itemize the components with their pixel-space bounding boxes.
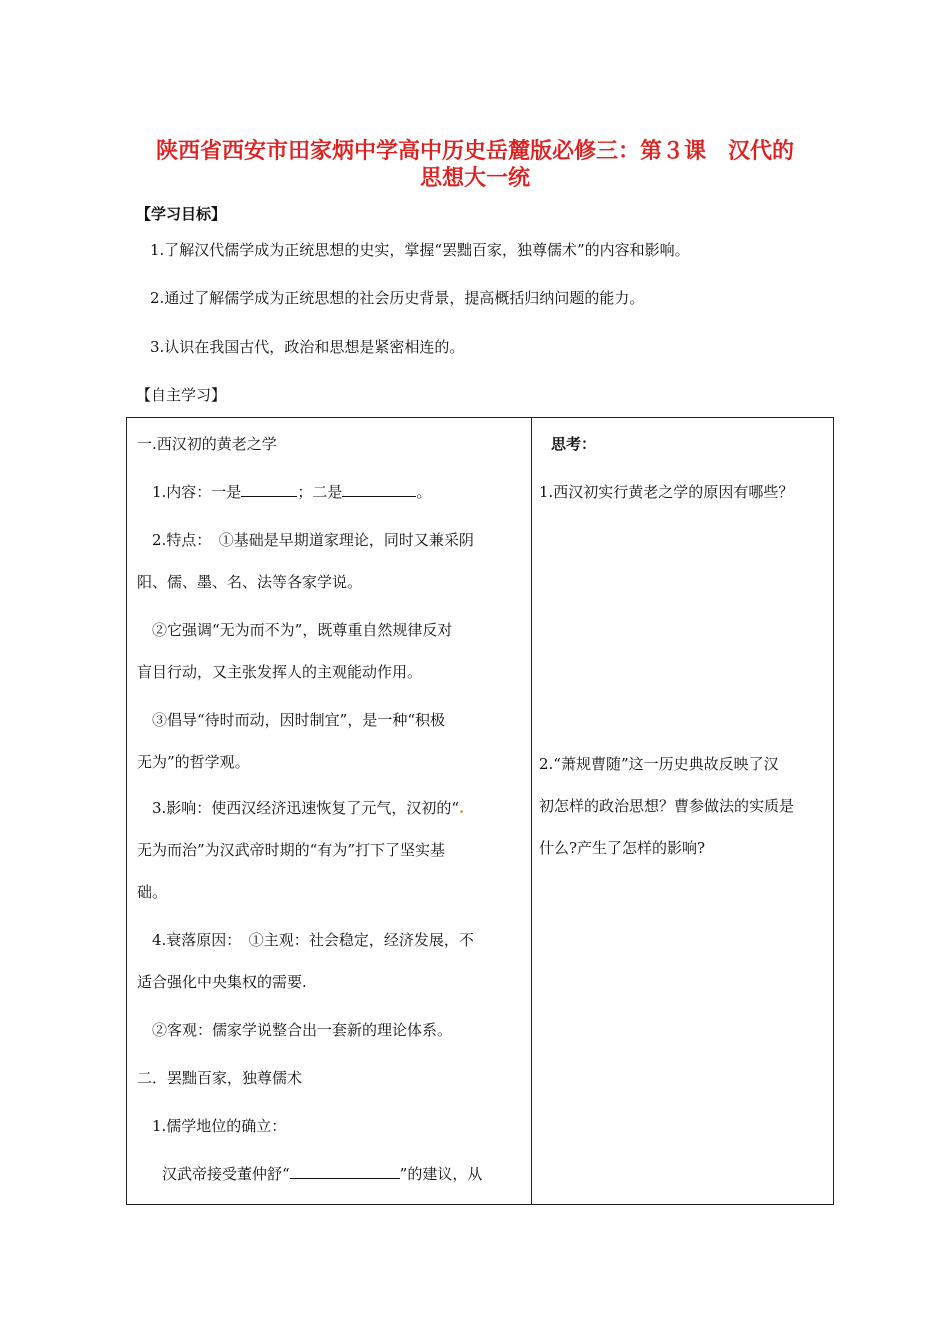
section2-heading: 二．罢黜百家，独尊儒术	[137, 1069, 303, 1087]
objective-item-1: 1.了解汉代儒学成为正统思想的史实，掌握“罢黜百家，独尊儒术”的内容和影响。	[150, 241, 690, 259]
objective-item-3: 3.认识在我国古代，政治和思想是紧密相连的。	[150, 338, 465, 356]
content-prefix: 1.内容：一是	[152, 483, 242, 501]
question-2-line-1: 2.“萧规曹随”这一历史典故反映了汉	[539, 755, 779, 773]
document-title-line-2: 思想大一统	[419, 165, 530, 191]
content-blank-1[interactable]	[241, 482, 297, 497]
emperor-suffix: ”的建议，从	[399, 1165, 483, 1183]
content-end: 。	[416, 483, 432, 501]
think-heading: 思考：	[551, 435, 597, 453]
effect-text: 3.影响：使西汉经济迅速恢复了元气，汉初的“	[152, 799, 459, 817]
objective-item-2: 2.通过了解儒学成为正统思想的社会历史背景，提高概括归纳问题的能力。	[150, 289, 645, 307]
content-blank-2[interactable]	[342, 482, 416, 497]
feature-line-2: 阳、儒、墨、名、法等各家学说。	[137, 573, 363, 591]
suggestion-blank[interactable]	[290, 1164, 400, 1179]
self-study-heading: 【自主学习】	[136, 386, 227, 404]
feature-point2-line-1: ②它强调“无为而不为”，既尊重自然规律反对	[152, 621, 453, 639]
table-column-divider	[531, 418, 532, 1204]
content-mid: ；二是	[297, 483, 343, 501]
objectives-heading: 【学习目标】	[136, 205, 227, 223]
study-table	[126, 417, 834, 1205]
effect-mark: .	[458, 799, 465, 817]
question-1: 1.西汉初实行黄老之学的原因有哪些？	[539, 483, 794, 501]
feature-point3-line-2: 无为”的哲学观。	[137, 753, 250, 771]
effect-line-1	[152, 798, 464, 818]
feature-point3-line-1: ③倡导“待时而动，因时制宜”，是一种“积极	[152, 711, 446, 729]
effect-line-2: 无为而治”为汉武帝时期的“有为”打下了坚实基	[137, 841, 446, 859]
document-title-line-1: 陕西省西安市田家炳中学高中历史岳麓版必修三：第３课 汉代的	[155, 138, 794, 164]
feature-point2-line-2: 盲目行动，又主张发挥人的主观能动作用。	[137, 663, 423, 681]
effect-line-3: 础。	[137, 883, 168, 901]
section1-heading: 一.西汉初的黄老之学	[137, 435, 277, 453]
content-line	[152, 482, 431, 502]
decline-point2: ②客观：儒家学说整合出一套新的理论体系。	[152, 1021, 453, 1039]
confucian-status-line: 1.儒学地位的确立：	[152, 1117, 287, 1135]
feature-line-1: 2.特点： ①基础是早期道家理论，同时又兼采阴	[152, 531, 474, 549]
emperor-line	[162, 1164, 482, 1184]
emperor-prefix: 汉武帝接受董仲舒“	[162, 1165, 290, 1183]
decline-line-2: 适合强化中央集权的需要.	[137, 973, 307, 991]
question-2-line-2: 初怎样的政治思想？曹参做法的实质是	[539, 797, 795, 815]
decline-line-1: 4.衰落原因： ①主观：社会稳定，经济发展，不	[152, 931, 474, 949]
question-2-line-3: 什么?产生了怎样的影响?	[539, 839, 706, 857]
